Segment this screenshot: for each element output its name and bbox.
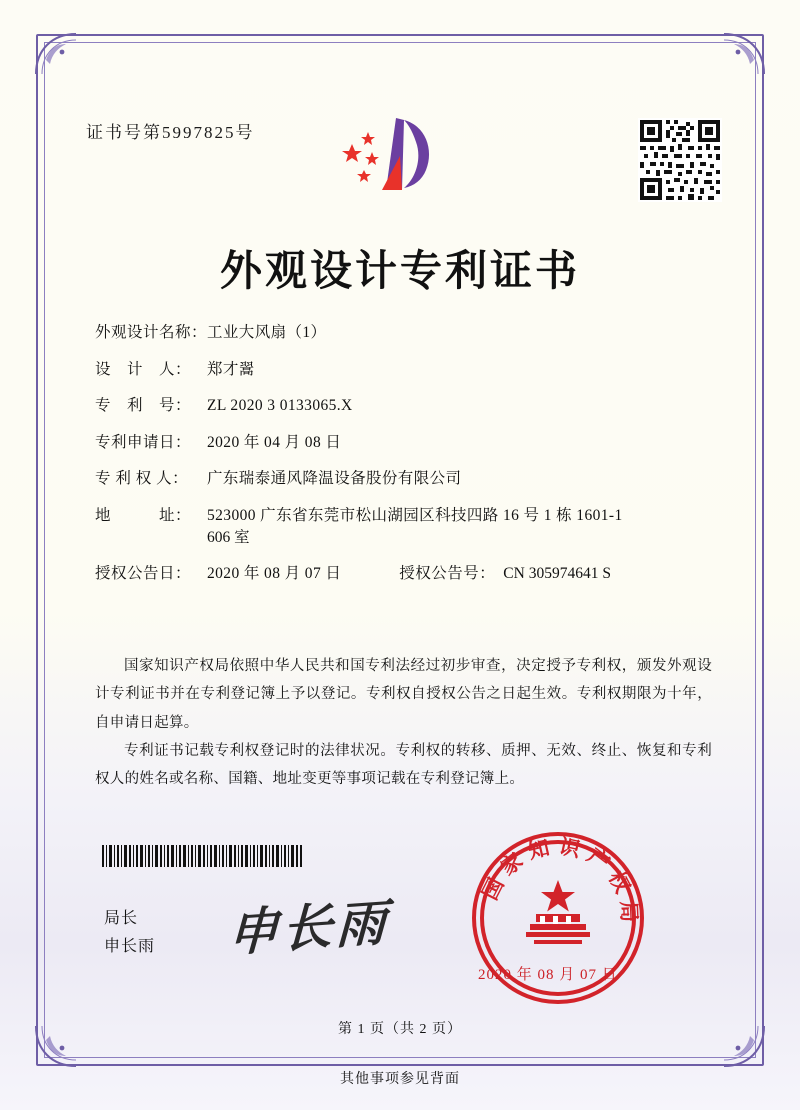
field-grant-publication [95, 566, 720, 582]
field-label: 专 利 权 人： [95, 470, 189, 487]
field-label: 专 利 号： [95, 397, 192, 414]
field-patentee [95, 471, 720, 487]
svg-text:国家知识产权局: 国家知识产权局 [477, 833, 642, 930]
field-label: 授权公告日： [95, 564, 192, 582]
footer-note: 其他事项参见背面 [340, 1072, 460, 1087]
legal-text [95, 652, 712, 793]
legal-paragraph-1: 国家知识产权局依照中华人民共和国专利法经过初步审查，决定授予专利权，颁发外观设计专利证书并在专利登记簿上予以登记。专利权自授权公告之日起生效。专利权期限为十年，自申请日起算。 [95, 658, 712, 731]
certificate-number: 证书号第5997825号 [86, 123, 255, 142]
field-value: 2020 年 04 月 08 日 [207, 433, 342, 451]
field-value-secondary: CN 305974641 S [503, 564, 611, 582]
legal-paragraph-2: 专利证书记载专利权登记时的法律状况。专利权的转移、质押、无效、终止、恢复和专利权人的姓名或名称、国籍、地址变更等事项记载在专利登记簿上。 [95, 742, 712, 788]
field-patent-number [95, 398, 720, 414]
field-value: 工业大风扇（1） [207, 324, 327, 341]
field-label: 专利申请日： [95, 433, 192, 451]
seal-date: 2020 年 08 月 07 日 [478, 967, 618, 983]
page-title: 外观设计专利证书 [219, 246, 580, 295]
field-value: 2020 年 08 月 07 日 [207, 564, 342, 582]
director-title-label: 局长 [104, 910, 139, 927]
field-label: 外观设计名称： [95, 324, 208, 341]
field-value: 郑才翯 [207, 360, 255, 378]
field-value: 广东瑞泰通风降温设备股份有限公司 [207, 470, 462, 487]
field-design-name [95, 325, 720, 341]
cnipa-logo-icon [330, 112, 440, 212]
field-value: 523000 广东省东莞市松山湖园区科技四路 16 号 1 栋 1601-1 [207, 506, 623, 524]
field-address [95, 508, 720, 524]
field-address-line2: 606 室 [207, 529, 250, 546]
field-value: ZL 2020 3 0133065.X [207, 397, 353, 414]
field-label: 地 址： [95, 506, 192, 524]
field-label-secondary: 授权公告号： [399, 564, 496, 582]
field-designer [95, 362, 720, 378]
director-name-label: 申长雨 [104, 938, 156, 955]
field-label: 设 计 人： [95, 360, 192, 378]
handwritten-signature: 申长雨 [227, 892, 391, 963]
signature-labels [104, 905, 155, 961]
field-list [95, 325, 720, 602]
field-application-date [95, 435, 720, 451]
page-number: 第 1 页（共 2 页） [338, 1022, 462, 1037]
barcode [102, 845, 302, 867]
qr-code-icon [638, 118, 722, 202]
